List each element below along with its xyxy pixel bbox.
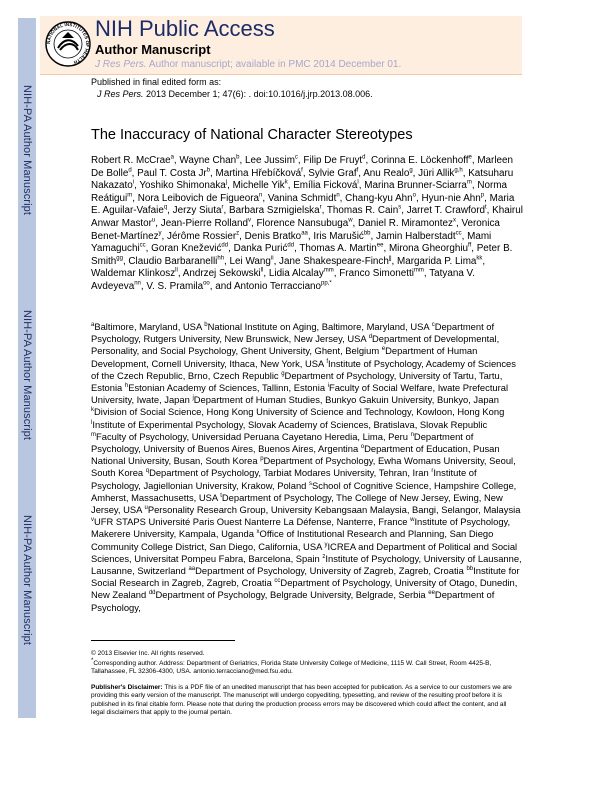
published-label: Published in final edited form as:	[91, 77, 222, 87]
author-list: Robert R. McCrae$^a$, Wayne Chan$^b$, Lee Jussim$^c$, Filip De Fruyt$^d$, Corinna E. Löckenhoff$^e$, Marleen De Bolle$^d$, Paul T. Costa Jr$^b$, Martina Hřebíčková$^f$, Sylvie Graf$^f$, Anu Realo$^g$, Jüri Allik$^{g,h}$, Katsuharu Nakazato$^i$, Yoshiko Shimonaka$^j$, Michelle Yik$^k$, Emília Ficková$^l$, Marina Brunner-Sciarra$^m$, Norma Reátigui$^m$, Nora Leibovich de Figueora$^n$, Vanina Schmidt$^n$, Chang-kyu Ahn$^o$, Hyun-nie Ahn$^p$, Maria E. Aguilar-Vafaie$^q$, Jerzy Siuta$^r$, Barbara Szmigielska$^r$, Thomas R. Cain$^s$, Jarret T. Crawford$^t$, Khairul Anwar Mastor$^u$, Jean-Pierre Rolland$^v$, Florence Nansubuga$^w$, Daniel R. Miramontez$^x$, Veronica Benet-Martínez$^y$, Jérôme Rossier$^z$, Denis Bratko$^{aa}$, Iris Marušić$^{bb}$, Jamin Halberstadt$^{cc}$, Mami Yamaguchi$^{cc}$, Goran Knežević$^{dd}$, Danka Purić$^{dd}$, Thomas A. Martin$^{ee}$, Mirona Gheorghiu$^{ff}$, Peter B. Smith$^{gg}$, Claudio Barbaranelli$^{hh}$, Lei Wang$^{ii}$, Jane Shakespeare-Finch$^{jj}$, Margarida P. Lima$^{kk}$, Waldemar Klinkosz$^{ll}$, Andrzej Sekowski$^{ll}$, Lidia Alcalay$^{mm}$, Franco Simonetti$^{mm}$, Tatyana V. Avdeyeva$^{nn}$, V. S. Pramila$^{oo}$, and Antonio Terracciano$^{pp,*}$	[91, 154, 523, 292]
sidebar-label: NIH-PA Author Manuscript	[21, 85, 33, 215]
article-title: The Inaccuracy of National Character Stereotypes	[91, 127, 413, 143]
corresponding-author-note: *Corresponding author. Address: Department of Geriatrics, Florida State University College of Medicine, 1115 W. Call Street, Room 4425-B, Tallahassee, FL 32306-4300, USA. antonio.terracciano@med.fsu.edu.	[91, 657, 492, 676]
manuscript-label: Author Manuscript	[95, 42, 211, 57]
footnote-divider	[91, 640, 235, 641]
publisher-disclaimer	[91, 684, 521, 718]
sidebar-label: NIH-PA Author Manuscript	[21, 515, 33, 645]
availability-line	[95, 59, 401, 71]
availability-text: Author manuscript; available in PMC 2014 December 01.	[146, 59, 402, 70]
citation-line	[97, 89, 373, 100]
affiliation-list: $^a$Baltimore, Maryland, USA $^b$National Institute on Aging, Baltimore, Maryland, USA $^c$Department of Psychology, Rutgers University, New Brunswick, New Jersey, USA $^d$Department of Developmental, Personality, and Social Psychology, Ghent University, Ghent, Belgium $^e$Department of Human Development, Cornell University, Ithaca, New York, USA $^f$Institute of Psychology, Academy of Sciences of the Czech Republic, Brno, Czech Republic $^g$Department of Psychology, University of Tartu, Tartu, Estonia $^h$Estonian Academy of Sciences, Tallinn, Estonia $^i$Faculty of Social Welfare, Iwate Prefectural University, Iwate, Japan $^j$Department of Human Studies, Bunkyo Gakuin University, Bunkyo, Japan $^k$Division of Social Science, Hong Kong University of Science and Technology, Kowloon, Hong Kong $^l$Institute of Experimental Psychology, Slovak Academy of Sciences, Bratislava, Slovak Republic $^m$Faculty of Psychology, Universidad Peruana Cayetano Heredia, Lima, Peru $^n$Department of Psychology, University of Buenos Aires, Buenos Aires, Argentina $^o$Department of Education, Pusan National University, Busan, South Korea $^p$Department of Psychology, Ewha Womans University, Seoul, South Korea $^q$Department of Psychology, Tarbiat Modares University, Tehran, Iran $^r$Institute of Psychology, Jagiellonian University, Krakow, Poland $^s$School of Cognitive Science, Hampshire College, Amherst, Massachusetts, USA $^t$Department of Psychology, The College of New Jersey, Ewing, New Jersey, USA $^u$Personality Research Group, University Kebangsaan Malaysia, Bangi, Selangor, Malaysia $^v$UFR STAPS Université Paris Ouest Nanterre La Défense, Nanterre, France $^w$Institute of Psychology, Makerere University, Kampala, Uganda $^x$Office of Institutional Research and Planning, San Diego Community College District, San Diego, California, USA $^y$ICREA and Department of Political and Social Sciences, Universitat Pompeu Fabra, Barcelona, Spain $^z$Institute of Psychology, University of Lausanne, Lausanne, Switzerland $^{aa}$Department of Psychology, University of Zagreb, Zagreb, Croatia $^{bb}$Institute for Social Research in Zagreb, Zagreb, Croatia $^{cc}$Department of Psychology, University of Otago, Dunedin, New Zealand $^{dd}$Department of Psychology, Belgrade University, Belgrade, Serbia $^{ee}$Department of Psychology,	[91, 321, 522, 613]
nih-logo	[44, 16, 92, 72]
citation-journal: J Res Pers.	[97, 89, 144, 99]
copyright-notice: © 2013 Elsevier Inc. All rights reserved.	[91, 650, 205, 657]
page-title: NIH Public Access	[95, 16, 275, 41]
sidebar-label: NIH-PA Author Manuscript	[21, 310, 33, 440]
citation-text: 2013 December 1; 47(6): . doi:10.1016/j.jrp.2013.08.006.	[143, 89, 373, 99]
disclaimer-text: This is a PDF file of an unedited manuscript that has been accepted for publication. As a service to our customers we are providing this early version of the manuscript. The manuscript will undergo copyediting, typesetting, and review of the resulting proof before it is published in its final citable form. Please note that during the production process errors may be discovered which could affect the content, and all legal disclaimers that apply to the journal pertain.	[91, 684, 512, 717]
disclaimer-label: Publisher's Disclaimer:	[91, 684, 163, 691]
journal-name: J Res Pers.	[95, 59, 147, 70]
logo-text: NATIONAL INSTITUTES OF HEALTH	[45, 21, 91, 65]
